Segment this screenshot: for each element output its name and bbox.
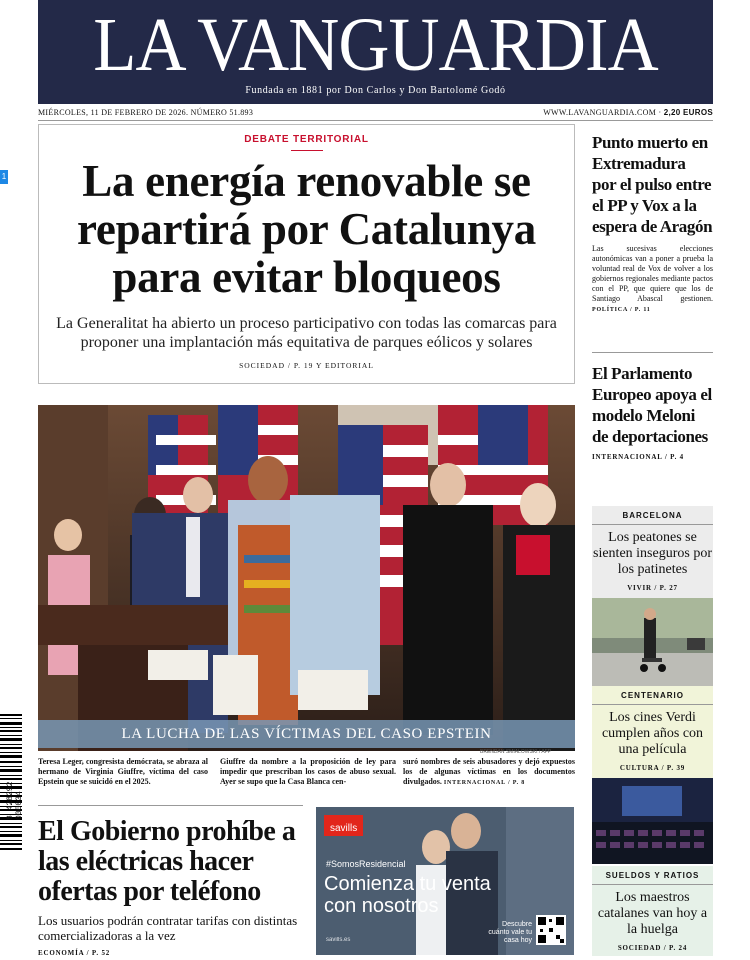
photo-text-col2: Giuffre da nombre a la proposición de ley para impedir que prescriban los casos de abuso sexual. Ayer se supo que la Casa Blanca cen- [220,757,396,786]
dateline [38,108,713,117]
bottom-subheadline: Los usuarios podrán contratar tarifas con distintas comercializadoras a la vez [38,913,298,943]
advertisement[interactable] [316,807,574,955]
photo-text-section[interactable]: INTERNACIONAL / P. 8 [443,780,526,786]
box-centenario[interactable] [592,686,713,778]
box-sueldos-title[interactable]: Los maestros catalanes van hoy a la huelga [597,890,708,937]
right-story-1[interactable] [592,132,713,315]
photo-illustration [38,405,575,751]
newspaper-logo[interactable]: LA VANGUARDIA [93,3,658,87]
barcode-number: 8 428292 000034 [6,781,24,820]
lead-section[interactable]: SOCIEDAD / P. 19 Y EDITORIAL [239,361,374,370]
right-story-2-section[interactable]: INTERNACIONAL / P. 4 [592,453,684,461]
divider [592,704,713,705]
box-barcelona[interactable] [592,506,713,598]
lead-headline[interactable]: La energía renovable se repartirá por Catalunya para evitar bloqueos [77,156,536,302]
box-centenario-title[interactable]: Los cines Verdi cumplen años con una película [601,710,704,757]
right-story-1-headline[interactable]: Punto muerto en Extremadura por el pulso entre el PP y Vox a la espera de Aragón [592,133,713,236]
ad-slogan-line1: Comienza tu venta [324,873,491,895]
lead-story[interactable] [38,124,575,384]
box-sueldos[interactable] [592,866,713,956]
ad-brand-logo[interactable]: savills [324,815,363,836]
photo-text-col1: Teresa Leger, congresista demócrata, se abraza al hermano de Virginia Giuffre, víctima del caso Epstein que se suicidó en el 2025. [38,757,208,786]
right-story-2[interactable] [592,363,713,461]
box-centenario-section[interactable]: CULTURA / P. 39 [619,764,686,772]
ad-slogan [324,873,491,917]
bottom-headline[interactable]: El Gobierno prohíbe a las eléctricas hacer ofertas por teléfono [38,816,296,907]
box-centenario-label: CENTENARIO [621,691,684,700]
ad-hashtag: #SomosResidencial [326,859,406,869]
site-and-price: WWW.LAVANGUARDIA.COM · 2,20 EUROS [543,108,713,117]
divider [592,524,713,525]
box-sueldos-section[interactable]: SOCIEDAD / P. 24 [617,944,688,952]
lead-kicker: DEBATE TERRITORIAL [244,134,369,145]
founded-line: Fundada en 1881 por Don Carlos y Don Bartolomé Godó [245,85,506,96]
price: 2,20 EUROS [663,108,713,117]
box-centenario-photo[interactable] [592,778,713,864]
box-barcelona-section[interactable]: VIVIR / P. 27 [627,584,678,592]
qr-code-icon[interactable] [536,915,566,945]
box-sueldos-label: SUELDOS Y RATIOS [605,871,700,880]
photo-credit: BRENDAN SMIALOWSKI / AFP [480,749,552,755]
kicker-underline [291,150,323,151]
right-story-1-body [592,244,713,315]
photo-text-col3 [403,757,575,788]
right-story-1-text: Las sucesivas elecciones autonómicas van a poner a prueba la voluntad real de Vox de volver a los gobiernos regionales mediante pactos con el PP, que quiere que los de Santiago Abascal gestionen. [592,244,713,303]
bottom-story[interactable] [38,817,303,957]
photo-text-col3-body: suró nombres de seis abusadores y dejó expuestos los de algunas víctimas en los documentos divulgados. [403,757,575,786]
box-barcelona-title[interactable]: Los peatones se sienten inseguros por los patinetes [593,530,712,577]
bottom-section[interactable]: ECONOMÍA / P. 52 [38,949,111,957]
ad-cta[interactable]: Descubre cuánto vale tu casa hoy [488,921,532,944]
right-story-2-headline[interactable]: El Parlamento Europeo apoya el modelo Meloni de deportaciones [592,364,712,446]
issue-date: MIÉRCOLES, 11 DE FEBRERO DE 2026. NÚMERO 51.893 [38,108,254,117]
lead-subheadline: La Generalitat ha abierto un proceso participativo con todas las comarcas para proponer una implantación más equitativa de parques eólicos y solares [56,315,557,351]
edge-marker: 1 [0,170,8,184]
photo-caption-title: LA LUCHA DE LAS VÍCTIMAS DEL CASO EPSTEIN [38,720,575,748]
main-photo[interactable] [38,405,575,751]
divider [592,352,713,353]
box-barcelona-label: BARCELONA [622,511,683,520]
divider [592,884,713,885]
masthead [38,0,713,104]
ad-slogan-line2: con nosotros [324,895,439,917]
divider [38,805,303,806]
right-story-1-section[interactable]: POLÍTICA / P. 11 [592,307,651,313]
ad-website[interactable]: savills.es [326,937,351,943]
box-barcelona-photo[interactable] [592,598,713,686]
website-link[interactable]: WWW.LAVANGUARDIA.COM [543,108,657,117]
divider [38,120,713,121]
